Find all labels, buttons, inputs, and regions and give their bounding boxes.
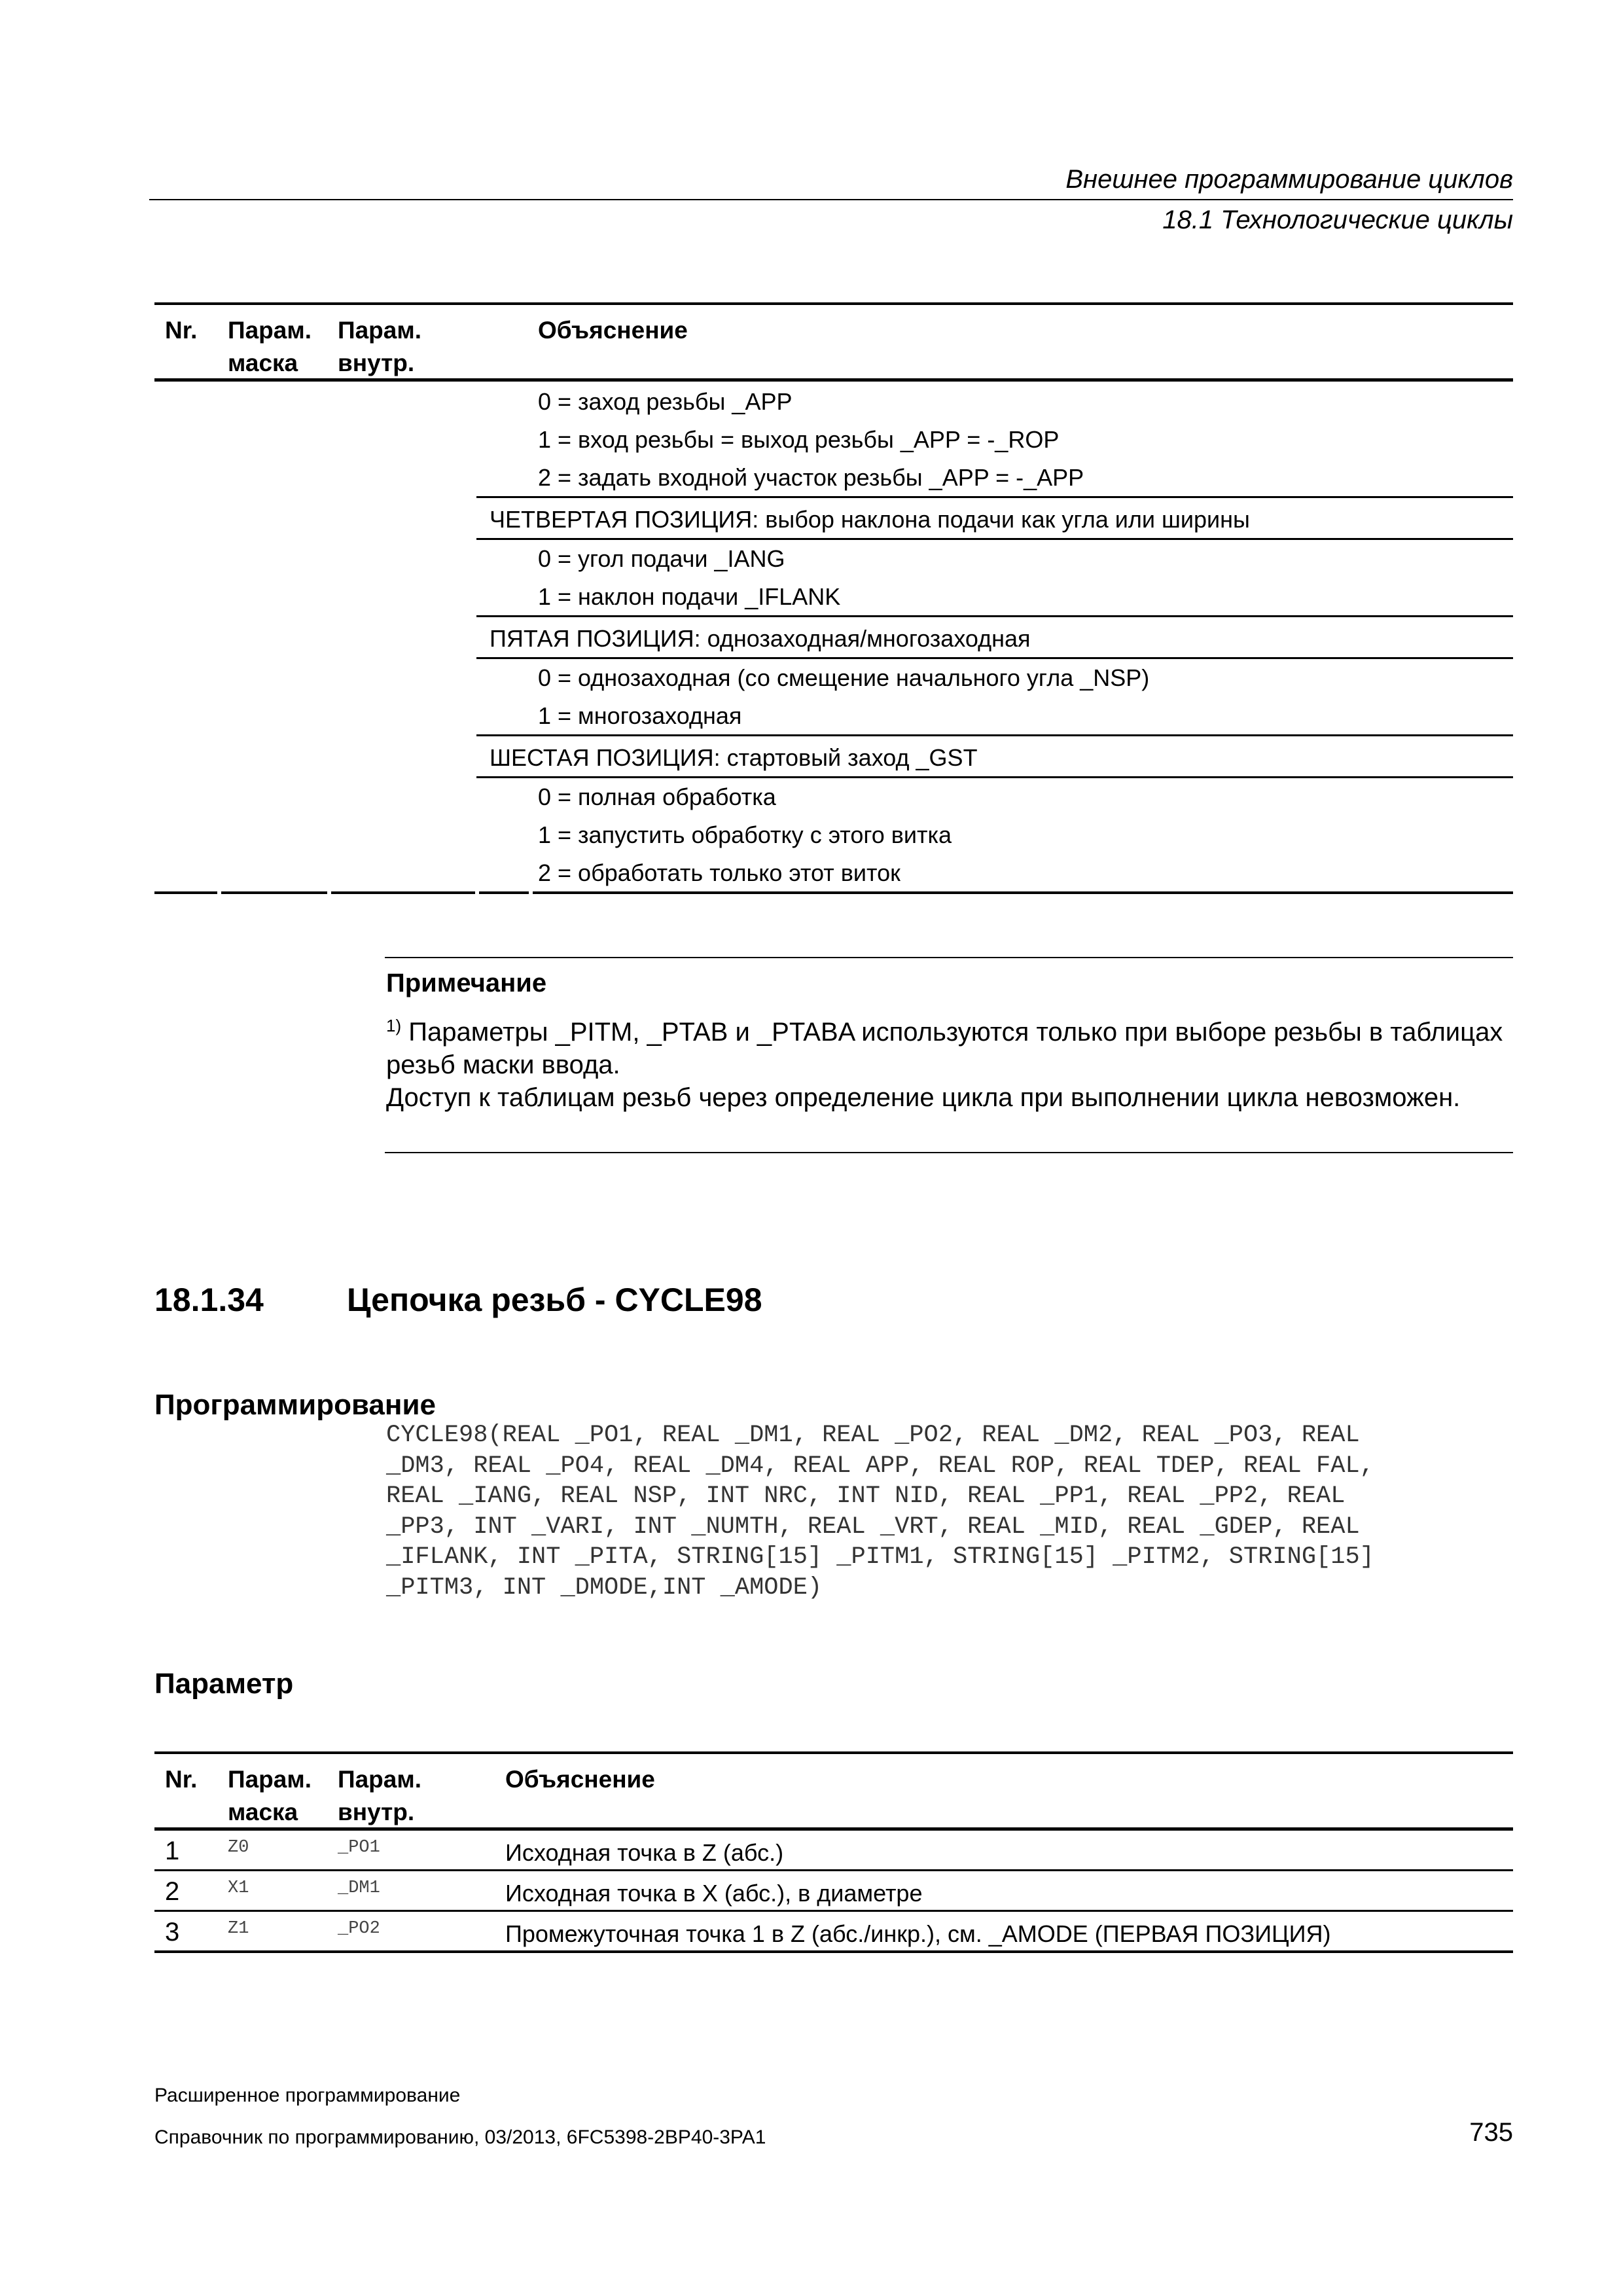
table-row: 2 = задать входной участок резьбы _APP = -_APP xyxy=(538,464,1084,491)
table-row: 2 = обработать только этот виток xyxy=(538,859,901,886)
col-internal-header xyxy=(338,314,421,380)
col-internal-line2: внутр. xyxy=(338,350,415,376)
table-row: 1 = вход резьбы = выход резьбы _APP = -_ROP xyxy=(538,426,1060,453)
table-row: 1 = наклон подачи _IFLANK xyxy=(538,583,841,610)
row-rule xyxy=(476,734,1513,736)
note-title: Примечание xyxy=(386,969,547,997)
table-row: 0 = полная обработка xyxy=(538,783,776,810)
table-bottom-rule xyxy=(331,891,475,894)
table-bottom-rule xyxy=(154,1950,1513,1953)
table-row-group-heading: ЧЕТВЕРТАЯ ПОЗИЦИЯ: выбор наклона подачи как угла или ширины xyxy=(490,506,1250,533)
note-text-1: Параметры _PITM, _PTAB и _PTABA используются только при выборе резьбы в таблицах резьб маски ввода. xyxy=(386,1018,1503,1079)
col-nr-header: Nr. xyxy=(165,317,198,344)
row-rule xyxy=(476,496,1513,498)
footer-manual-info: Справочник по программированию, 03/2013, 6FC5398-2BP40-3PA1 xyxy=(154,2126,766,2148)
row-rule xyxy=(476,538,1513,540)
code-line: REAL _IANG, REAL NSP, INT NRC, INT NID, REAL _PP1, REAL _PP2, REAL xyxy=(386,1482,1346,1510)
table-row: 0 = заход резьбы _APP xyxy=(538,388,793,415)
row-explanation: Промежуточная точка 1 в Z (абс./инкр.), см. _AMODE (ПЕРВАЯ ПОЗИЦИЯ) xyxy=(505,1920,1331,1947)
table-bottom-rule xyxy=(221,891,327,894)
col-mask-header xyxy=(228,1763,312,1829)
row-mask: Z1 xyxy=(228,1919,249,1939)
row-internal: _PO1 xyxy=(338,1838,380,1857)
row-rule xyxy=(476,776,1513,778)
table-row: 0 = угол подачи _IANG xyxy=(538,545,785,572)
col-mask-line1: Парам. xyxy=(228,317,312,344)
col-internal-line1: Парам. xyxy=(338,1766,422,1793)
note-body xyxy=(386,1016,1505,1114)
section-header: 18.1 Технологические циклы xyxy=(1162,206,1513,234)
row-mask: Z0 xyxy=(228,1838,249,1857)
header-rule xyxy=(149,199,1513,200)
row-internal: _DM1 xyxy=(338,1878,380,1898)
col-explanation-header: Объяснение xyxy=(505,1766,655,1793)
note-bottom-rule xyxy=(385,1152,1513,1153)
section-number: 18.1.34 xyxy=(154,1282,264,1318)
programming-heading: Программирование xyxy=(154,1389,436,1421)
code-line: _PITM3, INT _DMODE,INT _AMODE) xyxy=(386,1573,823,1602)
row-explanation: Исходная точка в Z (абс.) xyxy=(505,1839,784,1866)
table-header-rule xyxy=(154,1827,1513,1831)
table-top-rule xyxy=(154,302,1513,305)
note-top-rule xyxy=(385,957,1513,958)
table-bottom-rule xyxy=(533,891,1513,894)
parameter-heading: Параметр xyxy=(154,1668,294,1700)
col-mask-line2: маска xyxy=(228,1799,298,1825)
table-row: 0 = однозаходная (со смещение начального угла _NSP) xyxy=(538,664,1150,691)
row-rule xyxy=(154,1910,1513,1912)
footnote-mark: 1) xyxy=(386,1016,402,1035)
row-number: 3 xyxy=(165,1918,180,1946)
row-explanation: Исходная точка в X (абс.), в диаметре xyxy=(505,1880,923,1907)
row-internal: _PO2 xyxy=(338,1919,380,1939)
row-number: 1 xyxy=(165,1837,180,1865)
table-top-rule xyxy=(154,1751,1513,1754)
table-row-group-heading: ШЕСТАЯ ПОЗИЦИЯ: стартовый заход _GST xyxy=(490,744,978,771)
table-row-group-heading: ПЯТАЯ ПОЗИЦИЯ: однозаходная/многозаходная xyxy=(490,625,1031,652)
table-row: 1 = запустить обработку с этого витка xyxy=(538,821,952,848)
code-line: CYCLE98(REAL _PO1, REAL _DM1, REAL _PO2, REAL _DM2, REAL _PO3, REAL xyxy=(386,1422,1360,1449)
note-paragraph-2: Доступ к таблицам резьб через определение цикла при выполнении цикла невозможен. xyxy=(386,1083,1461,1112)
table-header-rule xyxy=(154,378,1513,382)
col-internal-line1: Парам. xyxy=(338,317,422,344)
row-number: 2 xyxy=(165,1877,180,1906)
col-mask-line1: Парам. xyxy=(228,1766,312,1793)
col-explanation-header: Объяснение xyxy=(538,317,688,344)
row-rule xyxy=(154,1869,1513,1871)
row-mask: X1 xyxy=(228,1878,249,1898)
col-nr-header: Nr. xyxy=(165,1766,198,1793)
col-mask-line2: маска xyxy=(228,350,298,376)
chapter-title: Внешнее программирование циклов xyxy=(1065,165,1513,194)
code-line: _IFLANK, INT _PITA, STRING[15] _PITM1, STRING[15] _PITM2, STRING[15] xyxy=(386,1543,1374,1571)
col-internal-header xyxy=(338,1763,421,1829)
code-line: _PP3, INT _VARI, INT _NUMTH, REAL _VRT, REAL _MID, REAL _GDEP, REAL xyxy=(386,1513,1360,1541)
table-bottom-rule xyxy=(154,891,217,894)
footer-book-title: Расширенное программирование xyxy=(154,2085,461,2106)
table-row: 1 = многозаходная xyxy=(538,702,742,729)
table-bottom-rule xyxy=(479,891,529,894)
note-paragraph-1 xyxy=(386,1016,1505,1081)
section-title: Цепочка резьб - CYCLE98 xyxy=(347,1282,762,1318)
row-rule xyxy=(476,615,1513,617)
code-syntax xyxy=(386,1420,1512,1603)
col-mask-header xyxy=(228,314,312,380)
row-rule xyxy=(476,657,1513,659)
col-internal-line2: внутр. xyxy=(338,1799,415,1825)
page-number: 735 xyxy=(1469,2118,1513,2147)
code-line: _DM3, REAL _PO4, REAL _DM4, REAL APP, REAL ROP, REAL TDEP, REAL FAL, xyxy=(386,1452,1374,1480)
